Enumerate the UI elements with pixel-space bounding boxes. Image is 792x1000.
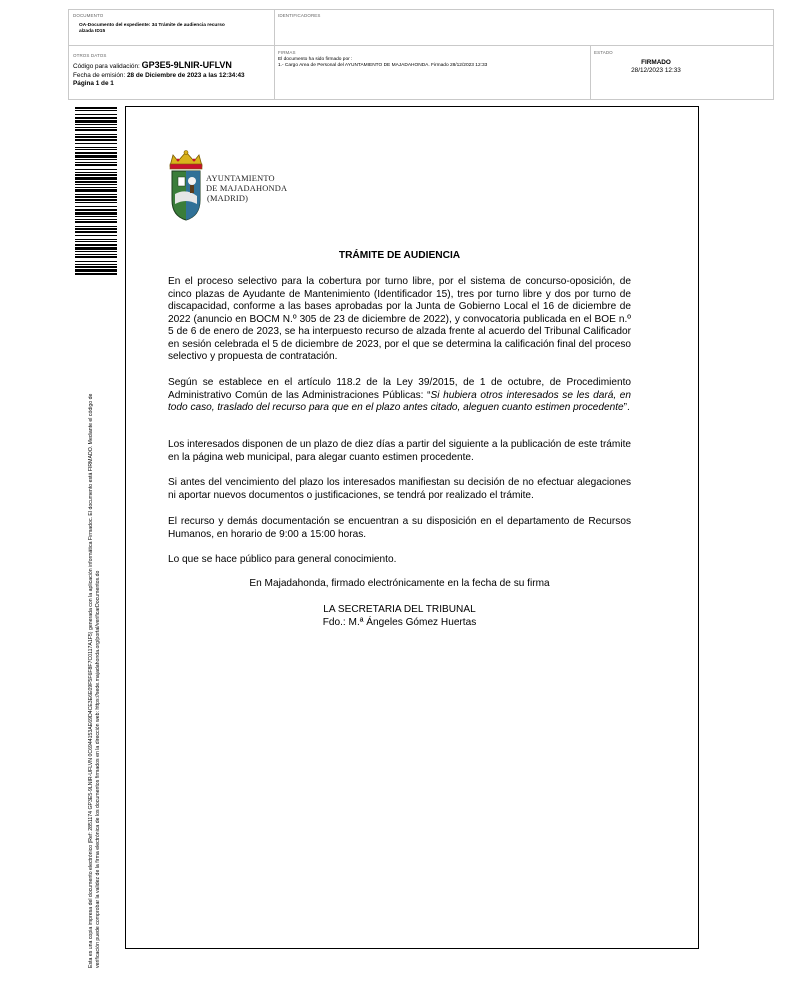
shield-icon [172,171,200,220]
documento-label: DOCUMENTO [73,13,104,18]
paragraph-3: Los interesados disponen de un plazo de diez días a partir del siguiente a la publicación de este trámite en la página web municipal, para alegar cuanto estimen procedente. [168,439,631,463]
signature-title: LA SECRETARIA DEL TRIBUNAL [323,604,476,615]
estado-value: FIRMADO [641,59,671,66]
paragraph-4: Si antes del vencimiento del plazo los interesados manifiestan su decisión de no efectuar alegaciones ni aportar nuevos documentos o justificaciones, se tendrá por realizado el trámite. [168,477,631,501]
barcode-bar [75,273,117,275]
side-text-line1: Esta es una copia impresa del documento electrónico (Ref: 2851174 GP3E5-9LNIR-UFLVN 0C6944153AE69D4CE3E6E09F5F6F8F7C0117A1F5) generada con la aplicación informática Firmadoc. El documento está FIRMADO. Mediante el código de [88,393,94,968]
pagina-text: Página 1 de 1 [73,80,114,87]
firmas-cell [275,46,591,99]
logo-text [206,174,287,204]
documento-cell [69,10,275,46]
paragraph-2-start: Según se establece en el artículo 118.2 de la Ley 39/2015, de 1 de octubre, de Procedimiento Administrativo Común de las Administraciones Públicas: “ [168,377,631,401]
document-header [68,9,774,100]
estado-cell [591,46,773,99]
estado-date: 28/12/2023 12:33 [631,67,681,74]
verification-side-text [88,308,101,968]
side-text-line2: verificación puede comprobar la validez de la firma electrónica de los documentos firmados en la dirección web: https://sede.majadahonda.org/portal/verificarDocumentos.do [94,570,101,968]
codigo-validacion [73,61,232,71]
firmas-label: FIRMAS [278,50,296,55]
logo-line2: DE MAJADAHONDA [206,184,288,193]
otros-datos-cell [69,46,275,99]
crown-icon [170,151,202,170]
documento-value: OA-Documento del expediente: 34 Trámite de audiencia recurso alzada ID15 [79,23,225,34]
closing-line: En Majadahonda, firmado electrónicamente en la fecha de su firma [249,578,550,589]
identificadores-cell [275,10,773,46]
document-title: TRÁMITE DE AUDIENCIA [338,250,461,261]
logo-line3: (MADRID) [207,194,249,203]
logo-line1: AYUNTAMIENTO [206,174,275,183]
paragraph-5: El recurso y demás documentación se encuentran a su disposición en el departamento de Recursos Humanos, en horario de 9:00 a 15:00 horas. [168,516,631,540]
fecha-value: 28 de Diciembre de 2023 a las 12:34:43 [127,72,245,79]
paragraph-1: En el proceso selectivo para la cobertura por turno libre, por el sistema de concurso-oposición, de cinco plazas de Ayudante de Mantenimiento (Identificador 15), tres por turno libre y dos por turno de discapacidad, conforme a las bases aprobadas por la Junta de Gobierno Local el 16 de diciembre de 2022 (anuncio en BOCM N.º 305 de 23 de diciembre de 2022), y convocatoria publicada en el BOE n.º 5 de 6 de enero de 2023, se ha interpuesto recurso de alzada frente al acuerdo del Tribunal Calificador en sesión celebrada el 5 de diciembre de 2023, por el que se determina la calificación final del proceso selectivo y propuesta de contratación. [168,276,631,362]
signature-name: Fdo.: M.ª Ángeles Gómez Huertas [322,617,477,628]
paragraph-6: Lo que se hace público para general conocimiento. [168,554,397,565]
firmas-line2: 1.- Cargo Area de Personal del AYUNTAMIENTO DE MAJADAHONDA. Firmado 28/12/2023 12:33 [278,63,488,68]
barcode [75,107,117,275]
estado-label: ESTADO [594,50,613,55]
fecha-prefix: Fecha de emisión: [73,72,126,79]
codigo-prefix: Código para validación: [73,63,140,70]
firmas-line1: El documento ha sido firmado por : [278,57,353,62]
codigo-value: GP3E5-9LNIR-UFLVN [141,60,232,70]
paragraph-2-end: ”. [623,402,630,413]
otros-datos-label: OTROS DATOS [73,53,107,58]
paragraph-2 [168,377,631,415]
paragraph-2-quote: Si hubiera otros interesados se les dará, en todo caso, traslado del recurso para que en el plazo antes citado, aleguen cuanto estimen procedente [168,389,631,413]
fecha-emision [73,72,245,80]
identificadores-label: IDENTIFICADORES [278,13,321,18]
